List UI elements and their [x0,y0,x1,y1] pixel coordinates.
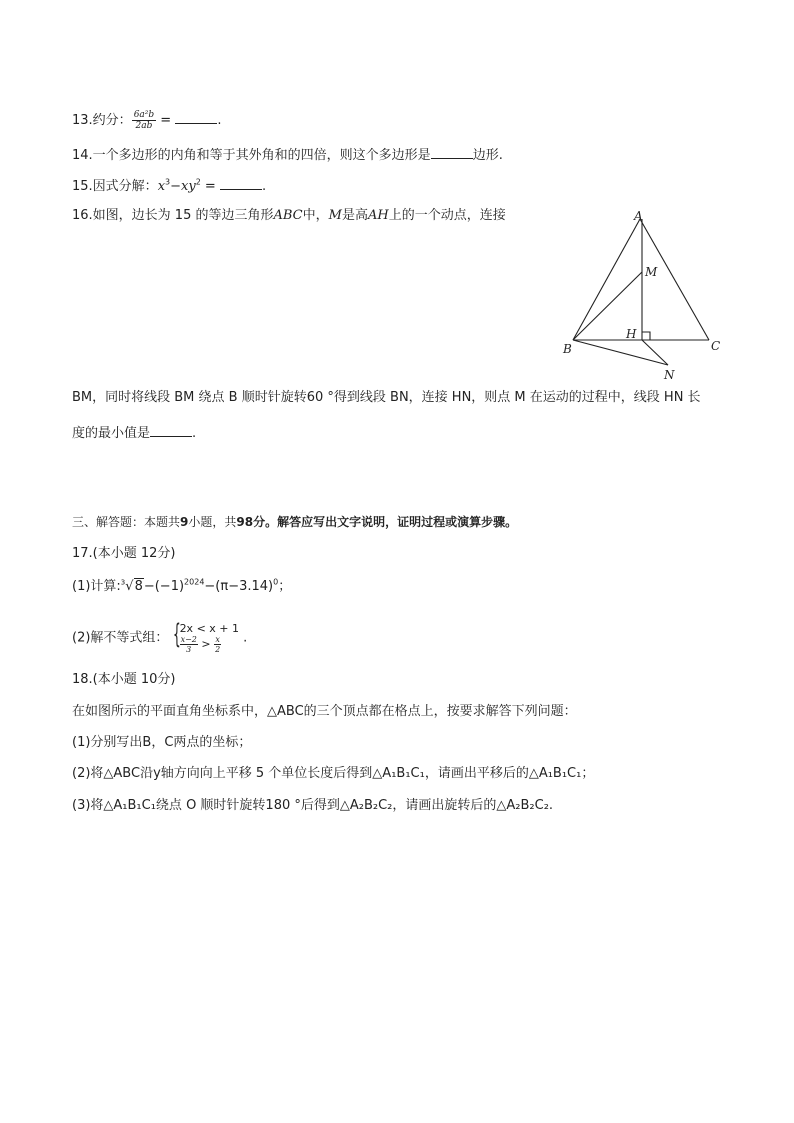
q13-fraction [132,110,156,131]
question-16-line1: 16.如图，边长为 15 的等边三角形ABC中，M是高AH上的一个动点，连接 [72,208,506,223]
q13-answer-blank[interactable] [175,110,217,124]
label-b: B [563,342,572,356]
inequality-row-2: $\frac{x-2}{3}$ > $\frac{x}{2}$ [180,635,221,654]
q14-text: 14.一个多边形的内角和等于其外角和的四倍，则这个多边形是 [72,148,431,163]
question-13: 13.约分： $\frac{\text{6a²b}}{2ab}$ = . [72,110,222,131]
question-18-part3: (3)将△A₁B₁C₁绕点 O 顺时针旋转180 °后得到△A₂B₂C₂，请画出旋转后的△A₂B₂C₂. [72,798,554,813]
label-c: C [711,339,721,353]
right-angle-mark [642,332,650,340]
segment-bn [573,340,668,365]
label-m: M [645,265,658,279]
question-18-intro: 在如图所示的平面直角坐标系中，△ABC的三个顶点都在格点上，按要求解答下列问题： [72,704,577,719]
question-16-line2: BM，同时将线段 BM 绕点 B 顺时针旋转60 °得到线段 BN，连接 HN，则点 M 在运动的过程中，线段 HN 长 [72,390,701,405]
inequality-row-1: 2x < x + 1 [179,622,239,635]
question-18-part2: (2)将△ABC沿y轴方向向上平移 5 个单位长度后得到△A₁B₁C₁，请画出平移后的△A₁B₁C₁； [72,766,595,781]
question-18-title: 18.(本小题 10分) [72,672,176,687]
inequality-system: { 2x < x + 1 $\frac{x-2}{3}$ > $\frac{x}{2}$ [172,619,239,654]
question-15: 15.因式分解：$x^3-xy^2$ = . [72,177,267,194]
q16-answer-blank[interactable] [150,423,192,437]
q13-label: 13.约分： [72,113,132,128]
side-ac [640,219,709,340]
q13-numerator: 6a²b [133,110,155,120]
question-14: 14.一个多边形的内角和等于其外角和的四倍，则这个多边形是 边形. [72,145,503,165]
label-a: A [634,209,643,223]
section-3-heading: 三、解答题：本题共9小题，共98分。解答应写出文字说明，证明过程或演算步骤。 [72,515,518,529]
question-17-part1: (1)计算$:^3√8-(-1)^{2024}-(\pi-3.14)^0$； [72,577,292,594]
q13-equals: = [160,113,172,128]
question-18-part1: (1)分别写出B，C两点的坐标； [72,735,252,750]
q14-answer-blank[interactable] [431,145,473,159]
label-h: H [626,327,637,341]
q15-label: 15.因式分解： [72,179,158,194]
question-17-title: 17.(本小题 12分) [72,546,176,561]
question-17-part2: (2)解不等式组： { 2x < x + 1 $\frac{x-2}{3}$ > $\frac{x}{2}$ . [72,619,248,654]
label-n: N [664,368,675,382]
question-16-line3: 度的最小值是 . [72,423,196,443]
triangle-figure [556,205,736,385]
q15-answer-blank[interactable] [220,176,262,190]
q13-denominator: 2ab [135,121,153,131]
side-ab [573,219,640,340]
